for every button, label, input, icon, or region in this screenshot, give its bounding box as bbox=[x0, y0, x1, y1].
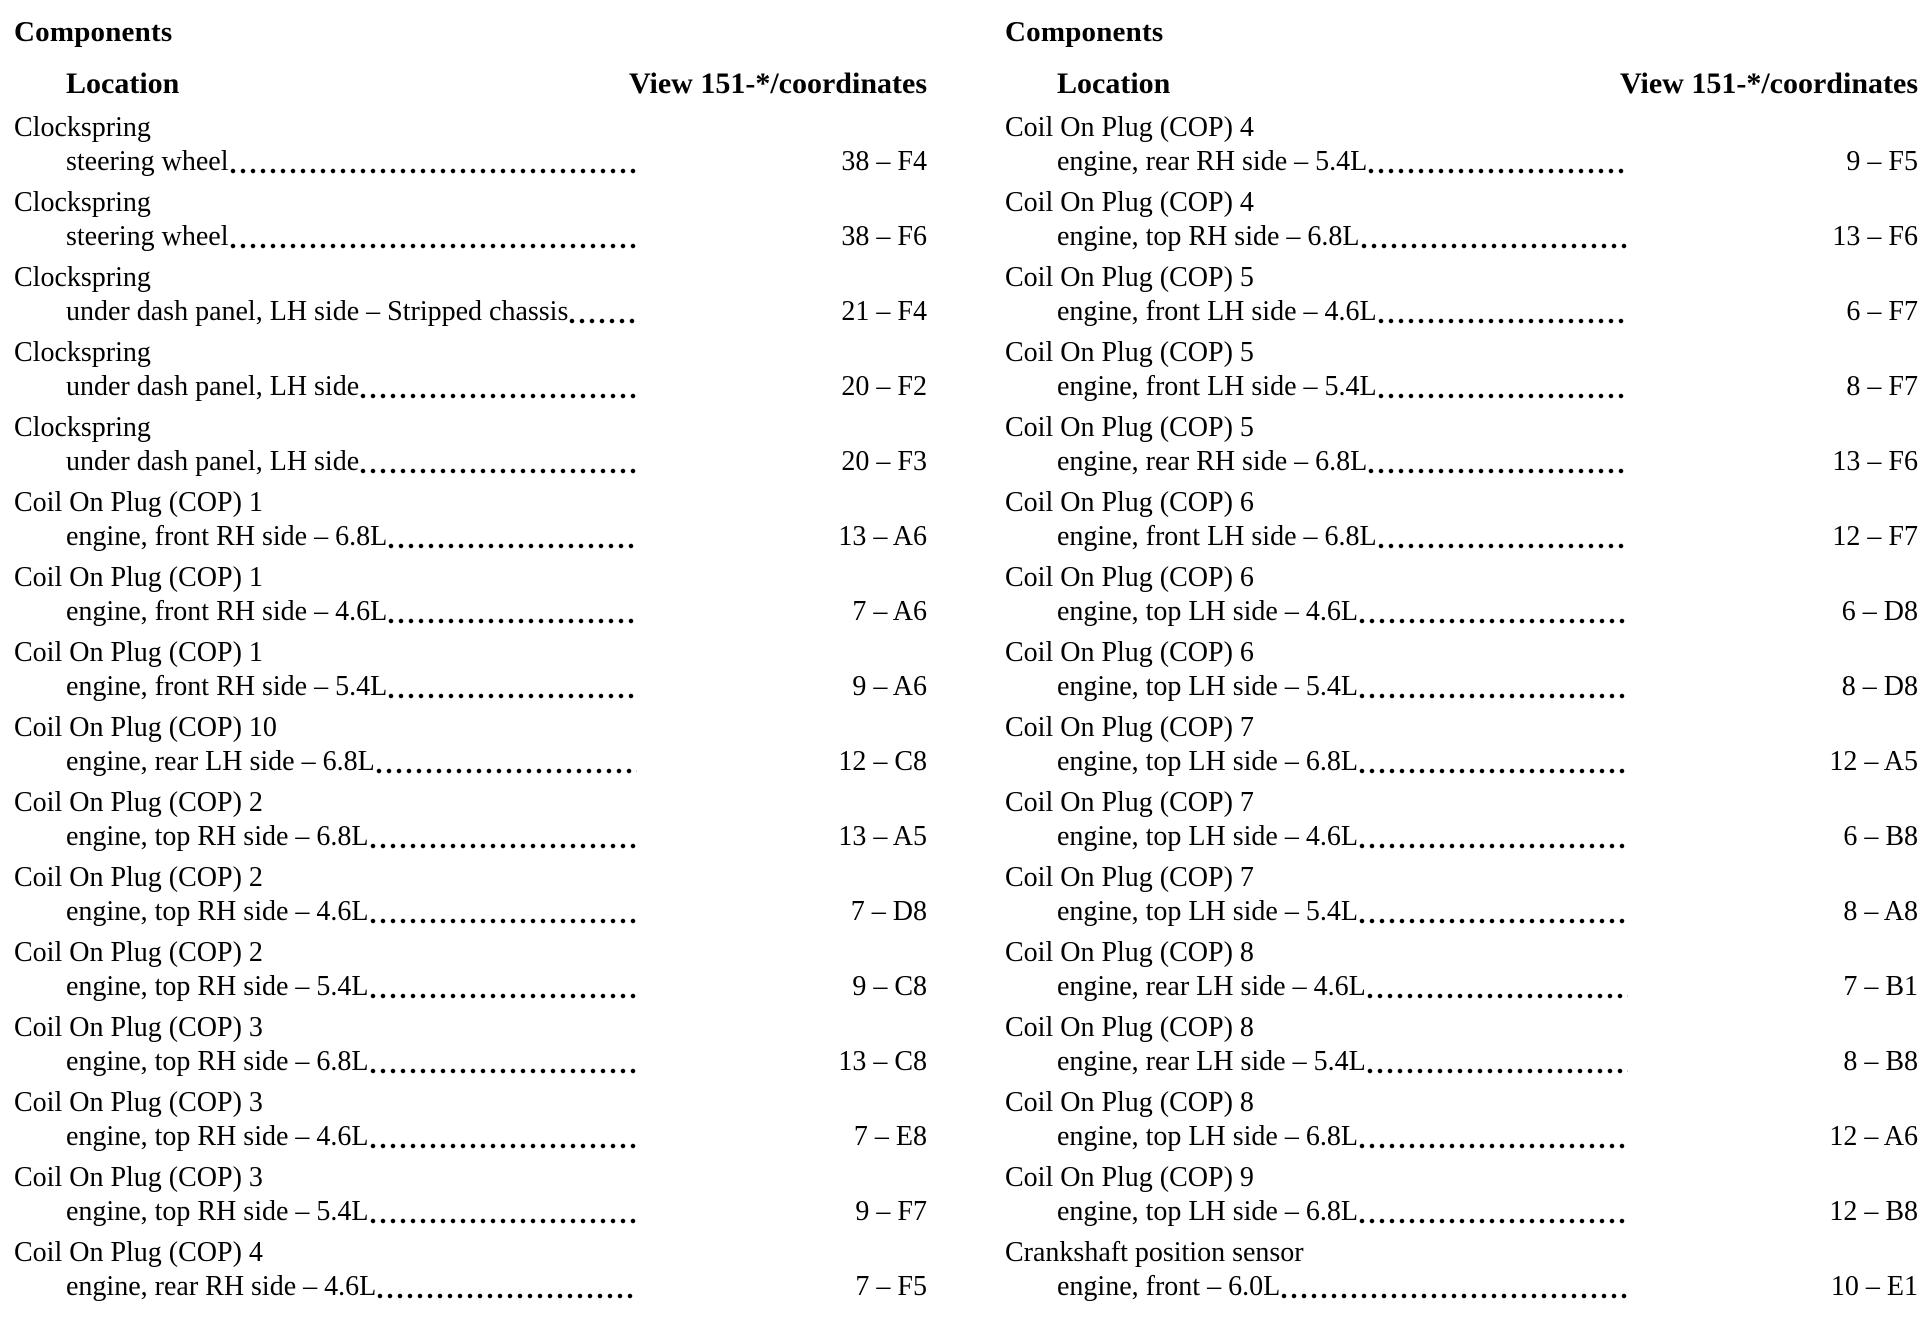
component-location: steering wheel bbox=[66, 146, 229, 177]
component-entry bbox=[14, 711, 927, 779]
component-entry bbox=[1005, 936, 1918, 1004]
component-location-row bbox=[1005, 670, 1918, 704]
view-coordinate: 7 – F5 bbox=[855, 1271, 927, 1302]
view-coordinate: 8 – D8 bbox=[1841, 671, 1918, 702]
component-location-row bbox=[14, 895, 927, 929]
view-coordinates-header: View 151-*/coordinates bbox=[628, 67, 927, 100]
component-list bbox=[1005, 111, 1918, 1304]
dot-leader bbox=[1368, 468, 1628, 474]
dot-leader bbox=[1367, 993, 1628, 999]
component-name: Clockspring bbox=[14, 412, 151, 443]
dot-leader bbox=[1359, 843, 1628, 849]
view-coordinate: 9 – A6 bbox=[852, 671, 927, 702]
component-location-row bbox=[1005, 970, 1918, 1004]
dot-leader bbox=[370, 993, 637, 999]
component-name: Coil On Plug (COP) 9 bbox=[1005, 1162, 1254, 1193]
component-name: Coil On Plug (COP) 2 bbox=[14, 862, 263, 893]
dot-leader bbox=[230, 168, 638, 174]
component-entry bbox=[1005, 561, 1918, 629]
view-coordinate: 13 – F6 bbox=[1832, 446, 1918, 477]
component-name: Crankshaft position sensor bbox=[1005, 1237, 1304, 1268]
component-location-row bbox=[1005, 145, 1918, 179]
component-name: Coil On Plug (COP) 2 bbox=[14, 787, 263, 818]
component-entry bbox=[1005, 1086, 1918, 1154]
component-location: engine, rear RH side – 5.4L bbox=[1057, 146, 1368, 177]
component-location-row bbox=[1005, 1120, 1918, 1154]
view-coordinate: 9 – F7 bbox=[855, 1196, 927, 1227]
component-location-row bbox=[14, 1120, 927, 1154]
component-entry bbox=[1005, 1011, 1918, 1079]
component-entry bbox=[14, 336, 927, 404]
dot-leader bbox=[377, 1293, 637, 1299]
dot-leader bbox=[1281, 1293, 1628, 1299]
column-header-row bbox=[1005, 67, 1918, 101]
component-entry bbox=[14, 111, 927, 179]
component-entry bbox=[1005, 636, 1918, 704]
component-location-row bbox=[14, 520, 927, 554]
component-location: engine, front LH side – 4.6L bbox=[1057, 296, 1377, 327]
component-entry bbox=[1005, 1161, 1918, 1229]
dot-leader bbox=[360, 393, 637, 399]
component-name: Coil On Plug (COP) 1 bbox=[14, 487, 263, 518]
component-location: steering wheel bbox=[66, 221, 229, 252]
column-header-row bbox=[14, 67, 927, 101]
component-entry bbox=[14, 861, 927, 929]
component-location-row bbox=[14, 145, 927, 179]
dot-leader bbox=[1368, 168, 1628, 174]
dot-leader bbox=[1359, 918, 1628, 924]
view-coordinate: 12 – A6 bbox=[1829, 1121, 1918, 1152]
component-location-row bbox=[14, 1270, 927, 1304]
component-entry bbox=[14, 1086, 927, 1154]
dot-leader bbox=[230, 243, 638, 249]
component-location: engine, front RH side – 4.6L bbox=[66, 596, 388, 627]
component-entry bbox=[1005, 261, 1918, 329]
component-location: under dash panel, LH side bbox=[66, 371, 360, 402]
component-entry bbox=[1005, 486, 1918, 554]
component-location: under dash panel, LH side bbox=[66, 446, 360, 477]
view-coordinate: 6 – D8 bbox=[1841, 596, 1918, 627]
component-location: engine, top RH side – 5.4L bbox=[66, 1196, 369, 1227]
component-name: Coil On Plug (COP) 6 bbox=[1005, 487, 1254, 518]
component-location: engine, top LH side – 6.8L bbox=[1057, 746, 1358, 777]
component-location: engine, front RH side – 5.4L bbox=[66, 671, 388, 702]
component-location: engine, top LH side – 6.8L bbox=[1057, 1121, 1358, 1152]
component-entry bbox=[14, 1236, 927, 1304]
view-coordinate: 7 – A6 bbox=[852, 596, 927, 627]
component-name: Coil On Plug (COP) 5 bbox=[1005, 262, 1254, 293]
location-header: Location bbox=[66, 67, 180, 100]
component-entry bbox=[14, 411, 927, 479]
component-location: engine, top LH side – 5.4L bbox=[1057, 896, 1358, 927]
component-location: engine, rear LH side – 6.8L bbox=[66, 746, 375, 777]
dot-leader bbox=[388, 543, 637, 549]
component-name: Coil On Plug (COP) 3 bbox=[14, 1012, 263, 1043]
component-name: Coil On Plug (COP) 5 bbox=[1005, 412, 1254, 443]
component-entry bbox=[14, 936, 927, 1004]
dot-leader bbox=[1359, 1143, 1628, 1149]
dot-leader bbox=[1359, 1218, 1628, 1224]
component-location: engine, front RH side – 6.8L bbox=[66, 521, 388, 552]
view-coordinate: 8 – A8 bbox=[1843, 896, 1918, 927]
dot-leader bbox=[1378, 543, 1628, 549]
component-entry bbox=[14, 486, 927, 554]
component-location: engine, rear RH side – 4.6L bbox=[66, 1271, 377, 1302]
dot-leader bbox=[1367, 1068, 1628, 1074]
component-location: engine, front LH side – 6.8L bbox=[1057, 521, 1377, 552]
component-entry bbox=[14, 1161, 927, 1229]
component-location: engine, rear RH side – 6.8L bbox=[1057, 446, 1368, 477]
view-coordinate: 12 – B8 bbox=[1829, 1196, 1918, 1227]
component-location-row bbox=[1005, 895, 1918, 929]
view-coordinate: 7 – D8 bbox=[850, 896, 927, 927]
component-entry bbox=[1005, 336, 1918, 404]
component-name: Coil On Plug (COP) 5 bbox=[1005, 337, 1254, 368]
component-name: Clockspring bbox=[14, 337, 151, 368]
component-name: Coil On Plug (COP) 4 bbox=[1005, 112, 1254, 143]
view-coordinate: 12 – F7 bbox=[1832, 521, 1918, 552]
component-name: Clockspring bbox=[14, 112, 151, 143]
dot-leader bbox=[1359, 693, 1628, 699]
component-location-row bbox=[1005, 370, 1918, 404]
dot-leader bbox=[376, 768, 637, 774]
components-title: Components bbox=[14, 16, 173, 48]
component-location-row bbox=[14, 295, 927, 329]
component-location: engine, top RH side – 6.8L bbox=[66, 821, 369, 852]
component-name: Coil On Plug (COP) 6 bbox=[1005, 562, 1254, 593]
component-name: Coil On Plug (COP) 8 bbox=[1005, 937, 1254, 968]
view-coordinate: 10 – E1 bbox=[1830, 1271, 1918, 1302]
dot-leader bbox=[370, 1143, 637, 1149]
components-title: Components bbox=[1005, 16, 1164, 48]
component-name: Coil On Plug (COP) 1 bbox=[14, 562, 263, 593]
component-name: Coil On Plug (COP) 8 bbox=[1005, 1087, 1254, 1118]
dot-leader bbox=[1361, 243, 1628, 249]
component-entry bbox=[14, 636, 927, 704]
component-entry bbox=[1005, 861, 1918, 929]
view-coordinate: 12 – A5 bbox=[1829, 746, 1918, 777]
component-entry bbox=[14, 561, 927, 629]
dot-leader bbox=[1378, 318, 1628, 324]
view-coordinate: 6 – B8 bbox=[1843, 821, 1918, 852]
component-entry bbox=[1005, 186, 1918, 254]
view-coordinate: 9 – C8 bbox=[852, 971, 927, 1002]
view-coordinate: 8 – F7 bbox=[1846, 371, 1918, 402]
component-name: Coil On Plug (COP) 4 bbox=[1005, 187, 1254, 218]
component-name: Coil On Plug (COP) 4 bbox=[14, 1237, 263, 1268]
component-location-row bbox=[1005, 1045, 1918, 1079]
view-coordinate: 13 – C8 bbox=[838, 1046, 927, 1077]
component-entry bbox=[14, 186, 927, 254]
view-coordinate: 38 – F6 bbox=[841, 221, 927, 252]
component-location: engine, top RH side – 5.4L bbox=[66, 971, 369, 1002]
component-name: Clockspring bbox=[14, 187, 151, 218]
dot-leader bbox=[1378, 393, 1628, 399]
component-name: Coil On Plug (COP) 2 bbox=[14, 937, 263, 968]
component-location: engine, front LH side – 5.4L bbox=[1057, 371, 1377, 402]
view-coordinate: 9 – F5 bbox=[1846, 146, 1918, 177]
component-entry bbox=[1005, 1236, 1918, 1304]
component-name: Coil On Plug (COP) 7 bbox=[1005, 712, 1254, 743]
dot-leader bbox=[388, 618, 637, 624]
component-name: Coil On Plug (COP) 7 bbox=[1005, 862, 1254, 893]
component-location: engine, top RH side – 6.8L bbox=[66, 1046, 369, 1077]
component-entry bbox=[1005, 111, 1918, 179]
component-location: engine, rear LH side – 4.6L bbox=[1057, 971, 1366, 1002]
component-location-row bbox=[1005, 520, 1918, 554]
dot-leader bbox=[388, 693, 637, 699]
component-location-row bbox=[14, 370, 927, 404]
component-location-row bbox=[14, 820, 927, 854]
component-location-row bbox=[1005, 295, 1918, 329]
component-location-row bbox=[14, 670, 927, 704]
view-coordinate: 13 – F6 bbox=[1832, 221, 1918, 252]
component-location: engine, top LH side – 4.6L bbox=[1057, 596, 1358, 627]
component-location: engine, top LH side – 5.4L bbox=[1057, 671, 1358, 702]
component-location: engine, top RH side – 4.6L bbox=[66, 1121, 369, 1152]
view-coordinate: 13 – A5 bbox=[838, 821, 927, 852]
dot-leader bbox=[360, 468, 637, 474]
view-coordinate: 8 – B8 bbox=[1843, 1046, 1918, 1077]
component-entry bbox=[1005, 411, 1918, 479]
component-name: Coil On Plug (COP) 1 bbox=[14, 637, 263, 668]
component-entry bbox=[1005, 711, 1918, 779]
view-coordinate: 38 – F4 bbox=[841, 146, 927, 177]
component-location-row bbox=[1005, 445, 1918, 479]
components-column-left bbox=[14, 16, 927, 1328]
dot-leader bbox=[370, 843, 637, 849]
component-location-row bbox=[1005, 1195, 1918, 1229]
view-coordinate: 20 – F2 bbox=[841, 371, 927, 402]
dot-leader bbox=[1359, 618, 1628, 624]
component-location: engine, top RH side – 4.6L bbox=[66, 896, 369, 927]
view-coordinate: 12 – C8 bbox=[838, 746, 927, 777]
component-location: engine, rear LH side – 5.4L bbox=[1057, 1046, 1366, 1077]
component-list bbox=[14, 111, 927, 1304]
component-location-row bbox=[1005, 220, 1918, 254]
component-name: Coil On Plug (COP) 8 bbox=[1005, 1012, 1254, 1043]
component-location-row bbox=[14, 220, 927, 254]
location-header: Location bbox=[1057, 67, 1171, 100]
component-location: under dash panel, LH side – Stripped chassis bbox=[66, 296, 569, 327]
component-entry bbox=[14, 786, 927, 854]
view-coordinate: 7 – B1 bbox=[1843, 971, 1918, 1002]
dot-leader bbox=[1359, 768, 1628, 774]
view-coordinate: 6 – F7 bbox=[1846, 296, 1918, 327]
component-location-row bbox=[1005, 1270, 1918, 1304]
view-coordinate: 21 – F4 bbox=[841, 296, 927, 327]
component-name: Coil On Plug (COP) 3 bbox=[14, 1162, 263, 1193]
component-location-row bbox=[14, 970, 927, 1004]
component-location: engine, front – 6.0L bbox=[1057, 1271, 1281, 1302]
component-location: engine, top RH side – 6.8L bbox=[1057, 221, 1360, 252]
component-location-row bbox=[1005, 745, 1918, 779]
component-name: Coil On Plug (COP) 7 bbox=[1005, 787, 1254, 818]
component-location-row bbox=[14, 595, 927, 629]
component-location-row bbox=[14, 745, 927, 779]
view-coordinates-header: View 151-*/coordinates bbox=[1619, 67, 1918, 100]
component-name: Coil On Plug (COP) 6 bbox=[1005, 637, 1254, 668]
component-location-row bbox=[14, 1195, 927, 1229]
component-entry bbox=[1005, 786, 1918, 854]
component-location-row bbox=[1005, 595, 1918, 629]
dot-leader bbox=[569, 318, 637, 324]
components-column-right bbox=[1005, 16, 1918, 1328]
component-name: Coil On Plug (COP) 3 bbox=[14, 1087, 263, 1118]
dot-leader bbox=[370, 1218, 637, 1224]
component-location: engine, top LH side – 4.6L bbox=[1057, 821, 1358, 852]
dot-leader bbox=[370, 918, 637, 924]
component-name: Clockspring bbox=[14, 262, 151, 293]
component-location: engine, top LH side – 6.8L bbox=[1057, 1196, 1358, 1227]
view-coordinate: 7 – E8 bbox=[853, 1121, 927, 1152]
component-entry bbox=[14, 1011, 927, 1079]
component-entry bbox=[14, 261, 927, 329]
component-location-row bbox=[14, 1045, 927, 1079]
component-name: Coil On Plug (COP) 10 bbox=[14, 712, 277, 743]
component-location-row bbox=[14, 445, 927, 479]
dot-leader bbox=[370, 1068, 637, 1074]
view-coordinate: 20 – F3 bbox=[841, 446, 927, 477]
component-location-row bbox=[1005, 820, 1918, 854]
view-coordinate: 13 – A6 bbox=[838, 521, 927, 552]
